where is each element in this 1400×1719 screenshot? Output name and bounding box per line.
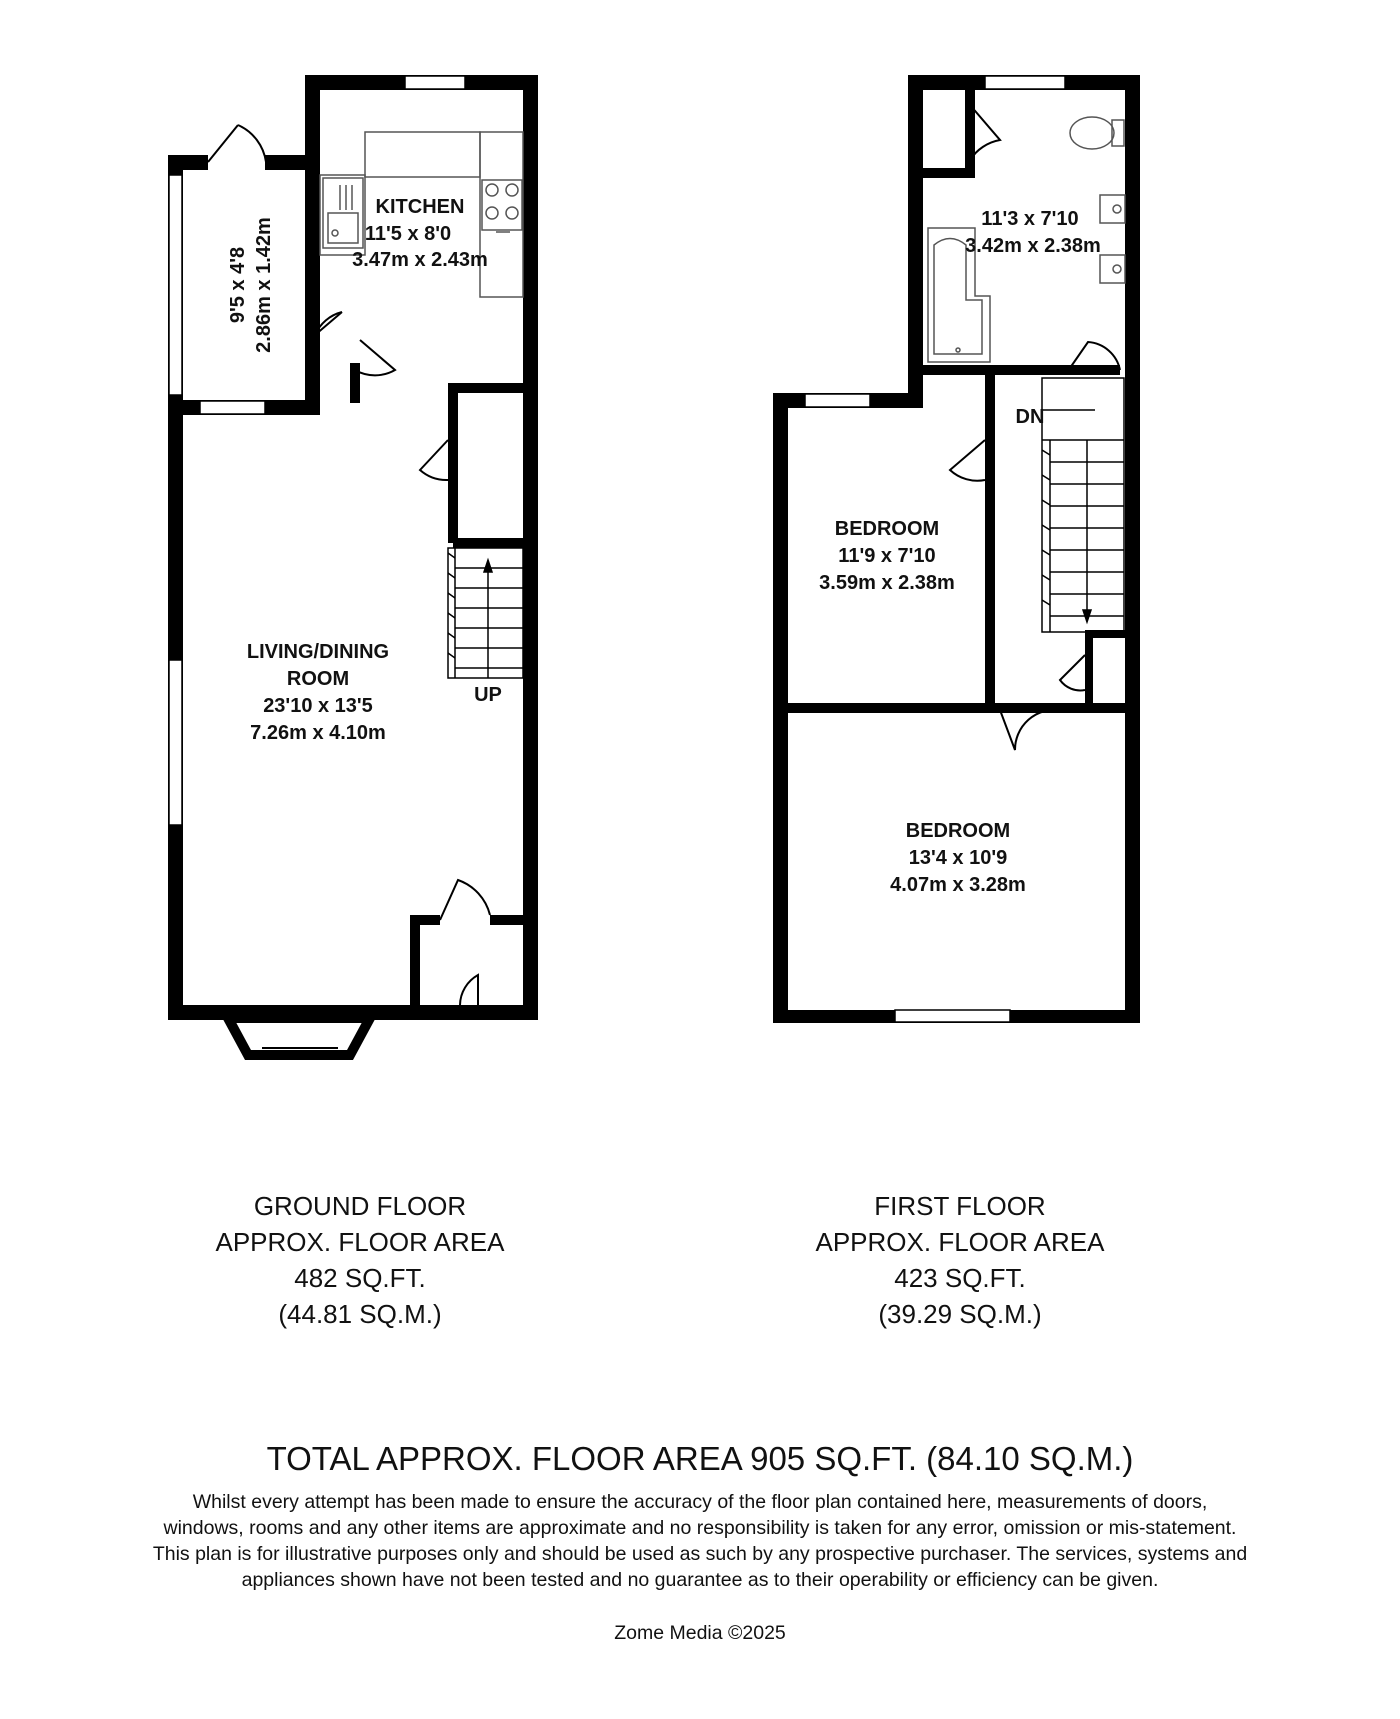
door-swing bbox=[440, 880, 490, 920]
ground-floor-caption bbox=[195, 1188, 525, 1332]
wall bbox=[168, 155, 208, 170]
living-name-line1: LIVING/DINING bbox=[246, 641, 390, 663]
wall bbox=[773, 393, 788, 1023]
room-labels bbox=[227, 196, 1101, 896]
stairs-down-label: DN bbox=[1015, 406, 1045, 428]
wall bbox=[490, 915, 538, 925]
living-name-line2: ROOM bbox=[286, 668, 350, 690]
kitchen-metric: 3.47m x 2.43m bbox=[352, 249, 488, 271]
bedroom-large-imperial: 13'4 x 10'9 bbox=[908, 847, 1008, 869]
bedroom-large-name: BEDROOM bbox=[905, 820, 1011, 842]
bay-window bbox=[228, 1018, 370, 1055]
wall bbox=[1125, 75, 1140, 1023]
door-swing bbox=[1060, 655, 1085, 690]
bathroom-imperial: 11'3 x 7'10 bbox=[981, 208, 1079, 230]
door-swing bbox=[950, 440, 985, 481]
hob-icon bbox=[482, 180, 522, 230]
first-floor-title: FIRST FLOOR bbox=[874, 1191, 1046, 1221]
wall bbox=[965, 90, 975, 178]
wall bbox=[448, 383, 458, 543]
stairs-up-label: UP bbox=[474, 684, 502, 706]
first-floor-area-sqm: (39.29 SQ.M.) bbox=[878, 1299, 1042, 1329]
bathroom-metric: 3.42m x 2.38m bbox=[965, 235, 1101, 257]
wall bbox=[920, 168, 970, 178]
disclaimer-text: Whilst every attempt has been made to ensure the accuracy of the floor plan contained here, measurements of doors, windows, rooms and any other items are approximate and no responsibility is taken for any error, omission or mis-statement. This plan is for illustrative purposes only and should be used as such by any prospective purchaser. The services, systems and appliances shown have not been tested and no guarantee as to their operability or efficiency can be given. bbox=[152, 1491, 1248, 1591]
ground-floor-area-sqm: (44.81 SQ.M.) bbox=[278, 1299, 442, 1329]
wall bbox=[350, 363, 360, 403]
stairs-down-icon bbox=[1042, 378, 1124, 632]
utility-imperial: 9'5 x 4'8 bbox=[227, 246, 249, 324]
wall bbox=[453, 538, 538, 548]
wall bbox=[265, 155, 320, 170]
wall bbox=[305, 75, 320, 405]
living-imperial: 23'10 x 13'5 bbox=[263, 695, 373, 717]
toilet-icon bbox=[1070, 117, 1114, 149]
first-floor-area-label: APPROX. FLOOR AREA bbox=[815, 1227, 1105, 1257]
window bbox=[895, 1010, 1010, 1022]
window bbox=[169, 175, 182, 395]
ground-floor-title: GROUND FLOOR bbox=[253, 1191, 467, 1221]
door-swing bbox=[460, 975, 478, 1005]
first-floor-caption bbox=[795, 1188, 1125, 1332]
ground-floor-area-sqft: 482 SQ.FT. bbox=[294, 1263, 426, 1293]
window bbox=[169, 660, 182, 825]
first-floor-area-sqft: 423 SQ.FT. bbox=[894, 1263, 1026, 1293]
wall bbox=[788, 703, 1125, 713]
total-floor-area: TOTAL APPROX. FLOOR AREA 905 SQ.FT. (84.10 SQ.M.) bbox=[266, 1440, 1134, 1477]
kitchen-imperial: 11'5 x 8'0 bbox=[364, 223, 452, 245]
door-swing bbox=[355, 340, 395, 375]
bedroom-large-metric: 4.07m x 3.28m bbox=[890, 874, 1026, 896]
living-metric: 7.26m x 4.10m bbox=[250, 722, 386, 744]
wall bbox=[410, 915, 420, 1020]
door-swing bbox=[208, 125, 266, 162]
copyright-text: Zome Media ©2025 bbox=[614, 1622, 786, 1644]
kitchen-worktop bbox=[365, 132, 480, 177]
door-swing bbox=[420, 440, 448, 480]
wall bbox=[985, 370, 995, 710]
stairs-up-icon bbox=[448, 548, 523, 678]
kitchen-name: KITCHEN bbox=[375, 196, 465, 218]
window bbox=[805, 394, 870, 407]
bedroom-small-metric: 3.59m x 2.38m bbox=[819, 572, 955, 594]
door-swing bbox=[1000, 710, 1060, 750]
window bbox=[405, 76, 465, 89]
utility-metric: 2.86m x 1.42m bbox=[253, 217, 275, 353]
bedroom-small-name: BEDROOM bbox=[834, 518, 940, 540]
window bbox=[200, 401, 265, 414]
wall bbox=[448, 383, 538, 393]
window bbox=[985, 76, 1065, 89]
bedroom-small-imperial: 11'9 x 7'10 bbox=[838, 545, 936, 567]
wall bbox=[908, 75, 923, 395]
wall bbox=[920, 365, 1120, 375]
wall bbox=[410, 915, 440, 925]
wall bbox=[1085, 630, 1093, 710]
ground-floor-area-label: APPROX. FLOOR AREA bbox=[215, 1227, 505, 1257]
